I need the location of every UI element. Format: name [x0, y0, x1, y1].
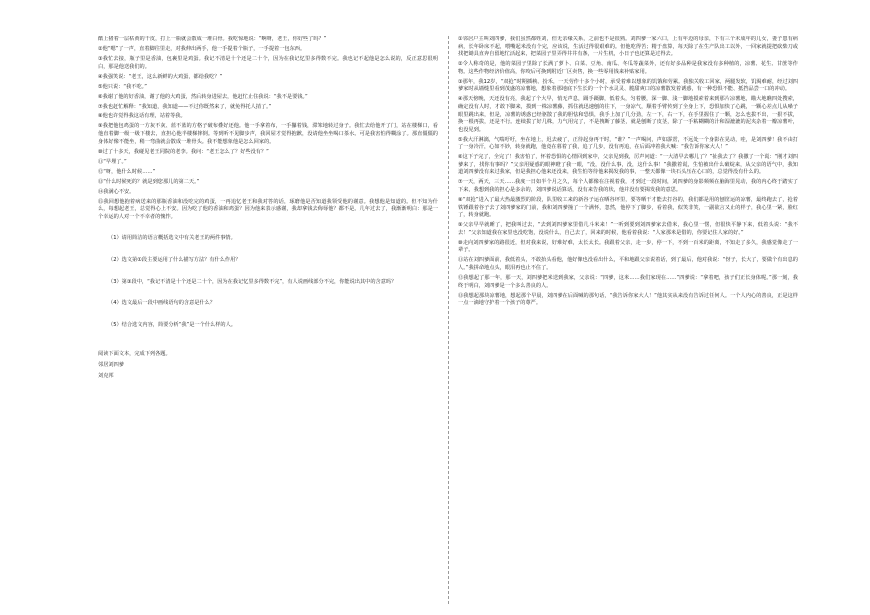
right-column	[458, 36, 798, 604]
paragraph: ⑪站在刘四爹面前，我低着头，不敢抬头看他，他好像也没看出什么，平和地跟父亲说着话，到了最后，他对我说：“伢子，长大了，要做个有出息的人。”我拼命地点头，眼泪再也止不住了。	[458, 257, 798, 271]
reading-passage-neighbor	[458, 36, 798, 308]
paragraph: ④那天傍晚，天还没有亮，我起了个大早，悄无声息，蹑手蹑脚，低着头，匀着腰，深一脚、浅一脚地摸索着来到那片凉薯地，瞄大地瞧四处搜索，确定没有人时，才敢下脚来，摸到一株凉薯藤，抓住就迅速刨的往下，一身凉气，顺着手臂传到了全身上下，恐惧加快了心跳，一颗心差点儿从嗓子眼里跳出来，但是，凉薯的诱惑已经驱散了我的胆怯和恐惧，我手上加了几分劲，左一下，右一下，在手里握住了一颗，怎么也拔不出，一狠不拔，换一根再拔，还是不行。连续拔了好几株，力气用完了，不是拽断了藤茎，就是刨断了皮茎，除了一手粘糊糊的汁和湿漉漉的泥夹杂着一瓣凉薯叶，也没见到。	[458, 96, 798, 133]
paragraph: ②令人称奇的是，他的菜园子里除了长满了萝卜、白菜、豆角、南瓜、冬瓜等蔬菜外，还有好多品种是我家没有多种植的，凉薯、花生、甘蔗等作物。这些作物经济价值高，你咬后可换到附近厂区卖售，换一些零用钱来补贴家用。	[458, 61, 798, 75]
reading-passage-old-wang	[98, 36, 438, 221]
paragraph: ⑩走向刘四爹家的路很近，但对我来说，好难好难，太长太长。我跟着父亲，走一步，停一下，不到一百米的距离，不知走了多久，我感觉像走了一辈子。	[458, 239, 798, 254]
paragraph: ⑭我满心不安。	[98, 188, 135, 195]
paragraph: ⑤他只说：“我不吃。”	[98, 83, 147, 90]
paragraph: ④我强笑说：“老王，这么新鲜的大鸡蛋，都给我吃？”	[98, 73, 223, 80]
paragraph: ③我忙去接，瓶子里是香油，包裹里是鸡蛋。我记不清是十个还是二十个，因为在我记忆里多得数不完。我也记不起他是怎么说的，反正意思很明白，那是他送我们的。	[98, 55, 438, 70]
paragraph: ⑨父亲早早就睡了，把我叫过去，“去到刘四爹家里借几斗米来！”一听到要到刘四爹家去借米，我心里一愣，但很快平静下来，低着头说：“我不去！”父亲知道我在家里也没吃饱，没说什么，自己去了，回来的时候，他看着我说：“人家那米是借的，你要记住人家的好。”	[458, 222, 798, 236]
exam-page	[98, 36, 798, 604]
paragraph: ⑧“双抢”进入了最大热最激烈的阶段，队里收工来的新谷子运在晒谷坪里，要等晒干才能去打谷的，我们都是用的刨筐运的凉薯，最终跑去了，抢着铁锤跟着谷子去了刘四爹家的门前，我和刘四爹撞了一个满怀，忽然，他停下了脚步，看着我，似笑非笑，一副欲言又止的样子，我心里一紧，脸红了，转身就跑。	[458, 197, 798, 219]
paragraph: ⑩过了十多天，我碰见老王同院的老李。我问：“老王怎么了？好些没有？”	[98, 148, 269, 155]
question-list	[98, 235, 438, 329]
paragraph: ⑪“早埋了。”	[98, 158, 127, 165]
paragraph: 酷上猪着一层枯黄的干皮，打上一瓶就会散成一堆白骨。我吃惊地说：“啊呀，老王，你好些了吗？”	[98, 36, 327, 42]
passage-author: 刘克邦	[98, 372, 114, 379]
paragraph: ⑮我回想他抱着病送来的那瓶香油和没吃完的鸡蛋，一再追忆老王和我对答的话，琢磨他是否知道我领受他的谢意。我想他是知道的。但不知为什么，每想起老王，总觉得心上不安。因为吃了他的香油和鸡蛋？因为他来表示感谢，我却拿钱去侮辱他？都不是。几年过去了，我渐渐明白：那是一个幸运的人对一个不幸者的愧怍。	[98, 198, 438, 220]
paragraph: ①邻居户主叫刘四爹，我们虽然都姓刘，但无亲缘关系，之前也不是很熟。刘四爹一家六口，上有年迈的母亲，下有三个未成年的儿女，妻子患有病病，长年卧床不起，喂嘴起米没有个完，应该说，生活过得很艰难的。但他吃得苦；精于盘算，每天除了在生产队出工以外，一回家就提把砍柴刀或找把锄具直奔自留地忙活起来，把菜园子里弄得井井有条，一片生机，小日子也还算是过得去。	[458, 36, 798, 58]
left-column	[98, 36, 438, 604]
paragraph: ②他“嗯”了一声，直着脚往里走，对我伸出两手，他一手提着个瓶子，一手提着一包东西。	[98, 45, 306, 52]
paragraph: ⑬“什么时候死的？就是到您那儿的第二天。”	[98, 178, 200, 185]
paragraph: ③那年，我12岁，“双抢”时期插秧、扮禾，一天劳作十多个小时，承受着难以想象的饥饿和劳累。我独关收工回家，两腿发软，饥渴难耐，经过刘四爹家时从墙缝里看到茂盛的凉薯地，想象着那地底下生长的一个个水灵灵、脆甜爽口的凉薯散发着诱惑，有一种恐惧不能、抵挡品尝一口的冲动。	[458, 78, 798, 93]
passage-title: 邻居刘四爹	[98, 361, 124, 368]
paragraph: ⑦一天，两天，三天……我度一日如半个月之久，每个人都像在注视着我，才到过一段时间，刘四爹的身影频频在脑海里晃动，我的内心终于踏实了下来，我想到我的担心是多余的，刘四爹说话算话，没有来告我的状，他并没有要揭发我的意思。	[458, 179, 798, 194]
question-item: （3）第③段中，“我记不清是十个还是二十个，因为在我记忆里多得数不完”，有人说画线部分不完，你能说出其中的含意吗？	[108, 278, 397, 285]
instruction-text: 阅读下面文本，完成下列各题。	[98, 351, 171, 358]
paragraph: ⑬我想起那块凉薯地，想起那个早晨，刘四爹在后面喊的那句话，“我告诉你家大人！”他其实从来没有告诉过任何人。一个人内心的善良，正是这样一点一滴地守护着一个孩子的尊严。	[458, 292, 798, 307]
paragraph: ⑥我谢了他的好香油，谢了他的大鸡蛋，然后转身进屋去，他赶忙止住我说：“我不是要钱。”	[98, 93, 308, 100]
question-item: （5）结合选文内容，简要分析“我”是一个什么样的人。	[108, 321, 236, 328]
paragraph: ⑨我把他包鸡蛋的一方灰不灰、蓝不蓝的方格子破布叠好还他。他一手拿着布，一手攥着钱，滞笨地转过身子。我忙去给他开了门，站在楼梯口，看他直着脚一级一级下楼去，直担心他半楼梯摔倒。等到听不见脚步声，我回屋才觉得抱歉，没请他坐坐喝口茶水。可是我害怕得糊涂了。那直僵僵的身体好像不能坐，稍一弯曲就会散成一堆骨头。我不能想象他是怎么回家的。	[98, 123, 438, 145]
paragraph: ⑤我大汗淋漓，气喘吁吁，坐在地上，迟去疲了，正待起身再干时，“谁？”一声喝问，声如霹雳，不远处一个身影在晃动，哇，是刘四爹！我不由打了一身冷汗，心如不妙，转身就跑，他竟在暮着了我，追了几步，没有再追，在后面冲着我大喊：“我告诉你家大人！”	[458, 136, 798, 151]
paragraph: ⑦我也赶忙解释：“我知道，我知道——不过你既然来了，就免得托人捎了。”	[98, 103, 272, 110]
question-item: （1）请用简洁的语言概括选文中有关老王的两件事情。	[108, 235, 236, 242]
question-item: （4）选文最后一段中画线语句的含意是什么？	[108, 300, 216, 307]
paragraph: ⑧他也许觉得我这话有理，站着等我。	[98, 113, 186, 120]
paragraph: ⑥这下子完了，全完了！我害怕了，怀着恐惧的心情回到家中，父亲见到我，厉声问道：“一大清早去哪儿了？”扯我去了？我撒了一个谎：“刚才刘四爹来了，找你有事吗？”父亲用疑惑的眼神瞪了我一眼，“没，没什么事，没，这什么事！”我撒着谎，生怕被出什么破绽来，从父亲的语气中，我知道刘四爹没有来过我家，但是我担心他来还没来，我生怕等待他来揭发我的事，一整天都像一块石头压在心口的，总觉得没有什么的。	[458, 154, 798, 176]
question-item: （2）选文第①段主要运用了什么描写方法？有什么作用？	[108, 256, 241, 263]
column-divider	[448, 36, 449, 604]
paragraph: ⑫“呀，他什么时候……”	[98, 168, 156, 175]
paragraph: ⑫我想起了那一年，那一天，刘四爹把米送到我家，父亲说：“四爹，这米……我们家现在……”四爹说：“拿着吧，孩子们正长身体呢。”那一刻，我终于明白，刘四爹是一个多么善良的人。	[458, 274, 798, 289]
